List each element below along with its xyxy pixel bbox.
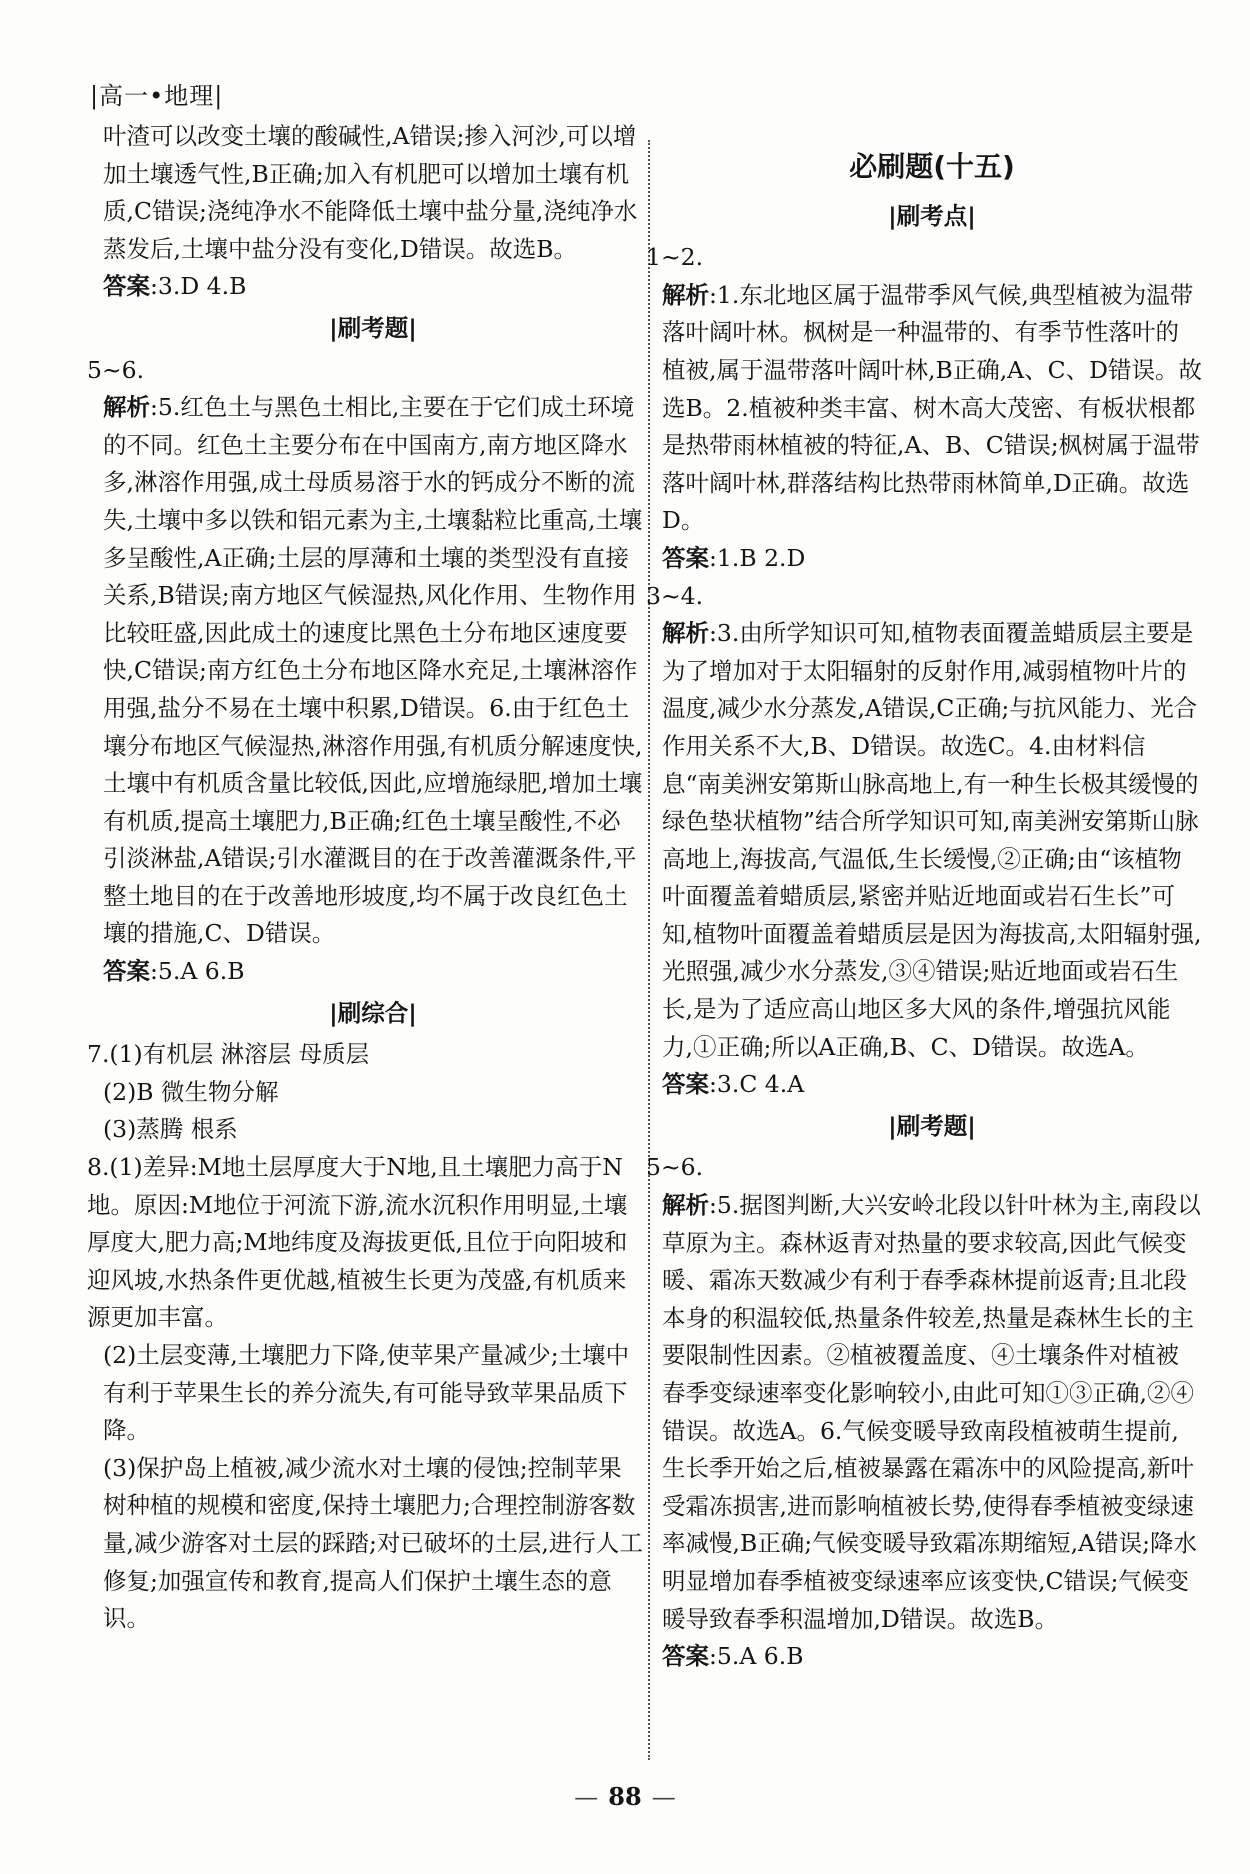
analysis-text: :5.据图判断,大兴安岭北段以针叶林为主,南段以草原为主。森林返青对热量的要求较高,因此气候变暖、霜冻天数减少有利于春季森林提前返青;且北段本身的积温较低,热量条件较差,热量是森林生长的主要限制性因素。②植被覆盖度、④土壤条件对植被春季变绿速率变化影响较小,由此可知①③正确,②④错误。故选A。6.气候变暖导致南段植被萌生提前,生长季开始之后,植被暴露在霜冻中的风险提高,新叶受霜冻损害,进而影响植被长势,使得春季植被变绿速率减慢,B正确;气候变暖导致霜冻期缩短,A错误;降水明显增加春季植被变绿速率应该变快,C错误;气候变暖导致春季积温增加,D错误。故选B。	[662, 1191, 1201, 1633]
answer-text: :5.A 6.B	[709, 1642, 804, 1671]
section-heading: |刷考点|	[888, 201, 976, 230]
answer-label: 答案	[103, 957, 150, 986]
question-range: 5~6.	[646, 1153, 704, 1182]
answer-text: :3.C 4.A	[709, 1070, 805, 1099]
analysis-label: 解析	[662, 619, 709, 648]
column-divider	[648, 140, 650, 1760]
section-heading: |刷综合|	[329, 998, 417, 1027]
question-8-part-2: (2)土层变薄,土壤肥力下降,使苹果产量减少;土壤中有利于苹果生长的养分流失,有可能导致苹果品质下降。	[103, 1341, 630, 1445]
answer-text: :5.A 6.B	[150, 957, 245, 986]
question-7-part-3: (3)蒸腾 根系	[103, 1115, 238, 1144]
left-column	[87, 118, 643, 1638]
answer-label: 答案	[103, 272, 150, 301]
section-title: 必刷题(十五)	[849, 150, 1015, 183]
question-8-part-3: (3)保护岛上植被,减少流水对土壤的侵蚀;控制苹果树种植的规模和密度,保持土壤肥力;合理控制游客数量,减少游客对土层的踩踏;对已破坏的土层,进行人工修复;加强宣传和教育,提高人们保护土壤生态的意识。	[103, 1453, 643, 1633]
analysis-label: 解析	[662, 280, 709, 309]
section-heading: |刷考题|	[888, 1111, 976, 1140]
analysis-label: 解析	[662, 1191, 709, 1220]
question-range: 1~2.	[646, 243, 704, 272]
question-range: 3~4.	[646, 581, 704, 610]
section-heading: |刷考题|	[329, 313, 417, 342]
analysis-text: :1.东北地区属于温带季风气候,典型植被为温带落叶阔叶林。枫树是一种温带的、有季节性落叶的植被,属于温带落叶阔叶林,B正确,A、C、D错误。故选B。2.植被种类丰富、树木高大茂密、有板状根都是热带雨林植被的特征,A、B、C错误;枫树属于温带落叶阔叶林,群落结构比热带雨林简单,D正确。故选D。	[662, 280, 1202, 535]
analysis-text: :3.由所学知识可知,植物表面覆盖蜡质层主要是为了增加对于太阳辐射的反射作用,减弱植物叶片的温度,减少水分蒸发,A错误,C正确;与抗风能力、光合作用关系不大,B、D错误。故选C。4.由材料信息“南美洲安第斯山脉高地上,有一种生长极其缓慢的绿色垫状植物”结合所学知识可知,南美洲安第斯山脉高地上,海拔高,气温低,生长缓慢,②正确;由“该植物叶面覆盖着蜡质层,紧密并贴近地面或岩石生长”可知,植物叶面覆盖着蜡质层是因为海拔高,太阳辐射强,光照强,减少水分蒸发,③④错误;贴近地面或岩石生长,是为了适应高山地区多大风的条件,增强抗风能力,①正确;所以A正确,B、C、D错误。故选A。	[662, 619, 1202, 1061]
footer-dash-right: —	[651, 1783, 676, 1811]
answer-text: :3.D 4.B	[150, 272, 247, 301]
answer-label: 答案	[662, 1642, 709, 1671]
question-range: 5~6.	[87, 355, 145, 384]
question-7-part-2: (2)B 微生物分解	[103, 1077, 279, 1106]
question-8: 8.(1)差异:M地土层厚度大于N地,且土壤肥力高于N地。原因:M地位于河流下游,流水沉积作用明显,土壤厚度大,肥力高;M地纬度及海拔更低,且位于向阳坡和迎风坡,水热条件更优越,植被生长更为茂盛,有机质来源更加丰富。	[87, 1153, 628, 1332]
analysis-text: :5.红色土与黑色土相比,主要在于它们成土环境的不同。红色土主要分布在中国南方,南方地区降水多,淋溶作用强,成土母质易溶于水的钙成分不断的流失,土壤中多以铁和铝元素为主,土壤黏粒比重高,土壤多呈酸性,A正确;土层的厚薄和土壤的类型没有直接关系,B错误;南方地区气候湿热,风化作用、生物作用比较旺盛,因此成土的速度比黑色土分布地区速度要快,C错误;南方红色土分布地区降水充足,土壤淋溶作用强,盐分不易在土壤中积累,D错误。6.由于红色土壤分布地区气候湿热,淋溶作用强,有机质分解速度快,土壤中有机质含量比较低,因此,应增施绿肥,增加土壤有机质,提高土壤肥力,B正确;红色土壤呈酸性,不必引淡淋盐,A错误;引水灌溉目的在于改善灌溉条件,平整土地目的在于改善地形坡度,均不属于改良红色土壤的措施,C、D错误。	[103, 393, 643, 948]
page-header: |高一•地理|	[90, 82, 224, 110]
page-number: 88	[608, 1782, 642, 1811]
footer-dash-left: —	[574, 1783, 599, 1811]
answer-label: 答案	[662, 1070, 709, 1099]
paragraph: 叶渣可以改变土壤的酸碱性,A错误;掺入河沙,可以增加土壤透气性,B正确;加入有机肥可以增加土壤有机质,C错误;浇纯净水不能降低土壤中盐分量,浇纯净水蒸发后,土壤中盐分没有变化,D错误。故选B。	[103, 122, 638, 263]
question-7: 7.(1)有机层 淋溶层 母质层	[87, 1040, 370, 1069]
answer-label: 答案	[662, 543, 709, 572]
answer-text: :1.B 2.D	[709, 543, 806, 572]
right-column	[646, 148, 1202, 1676]
page-footer	[0, 1782, 1250, 1811]
analysis-label: 解析	[103, 393, 150, 422]
